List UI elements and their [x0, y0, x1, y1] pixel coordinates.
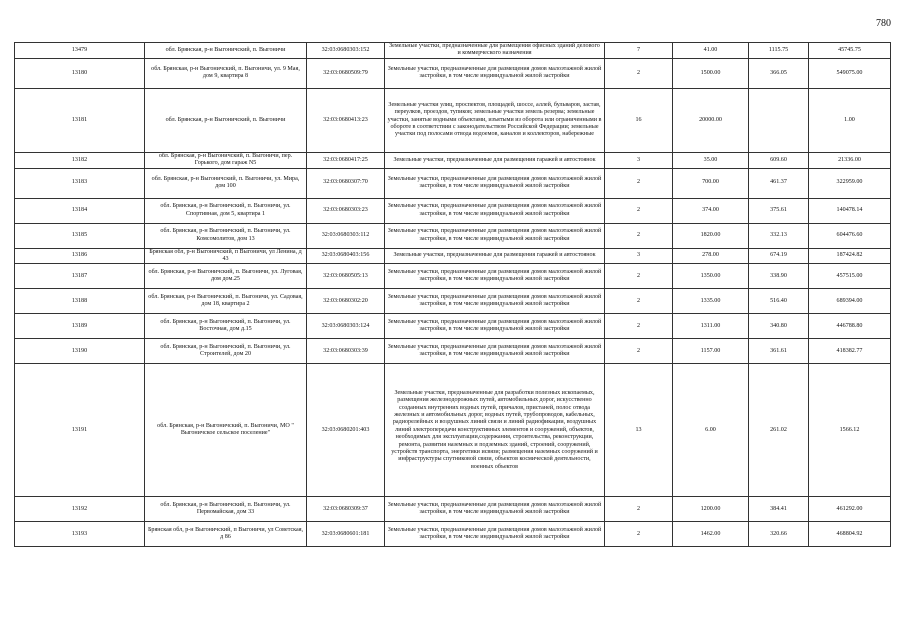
- land-use-cell: Земельные участки, предназначенные для размещения домов малоэтажной жилой застройки, в том числе индивидуальной жилой застройки: [385, 264, 605, 289]
- cadastral-number-cell: 32:03:0680302:20: [307, 289, 385, 314]
- specific-value-cell: 461.37: [749, 168, 809, 198]
- group-code-cell: 16: [605, 88, 673, 152]
- area-cell: 374.00: [673, 198, 749, 223]
- area-cell: 20000.00: [673, 88, 749, 152]
- land-use-cell: Земельные участки, предназначенные для размещения гаражей и автостоянок: [385, 152, 605, 168]
- group-code-cell: 2: [605, 522, 673, 547]
- address-cell: обл. Брянская, р-н Выгоничский, п. Выгоничи, ул. Спортивная, дом 5, квартира 1: [145, 198, 307, 223]
- address-cell: обл. Брянская, р-н Выгоничский, п. Выгоничи, пер. Горького, дом гараж N5: [145, 152, 307, 168]
- cadastral-value-cell: 140478.14: [809, 198, 891, 223]
- area-cell: 1157.00: [673, 339, 749, 364]
- land-use-cell: Земельные участки, предназначенные для разработки полезных ископаемых, размещения железнодорожных путей, автомобильных дорог, искусственно созданных внутренних водных путей, причалов, пристаней, полос отвода железных и автомобильных дорог, водных путей, трубопроводов, кабельных, радиорелейных и воздушных линий связи и линий радиофикации, воздушных линий электропередачи конструктивных элементов и сооружений, объектов, необходимых для эксплуатации,содержания, строительства, реконструкции, ремонта, развития наземных и подземных зданий, строений, сооружений, устройств транспорта, энергетики исвязи; размещения наземных сооружений и инфраструктуры спутниковой связи, объектов космической деятельности, военных объектов: [385, 364, 605, 497]
- area-cell: 1820.00: [673, 223, 749, 248]
- cadastral-value-cell: 187424.82: [809, 248, 891, 264]
- group-code-cell: 2: [605, 289, 673, 314]
- row-number: 13184: [15, 198, 145, 223]
- address-cell: обл. Брянская, р-н Выгоничский, п. Выгоничи, ул. 9 Мая, дом 9, квартира 8: [145, 58, 307, 88]
- land-use-cell: Земельные участки, предназначенные для размещения домов малоэтажной жилой застройки, в том числе индивидуальной жилой застройки: [385, 497, 605, 522]
- address-cell: обл. Брянская, р-н Выгоничский, п. Выгоничи, ул. Луговая, дом дом.25: [145, 264, 307, 289]
- cadastral-value-cell: 468804.92: [809, 522, 891, 547]
- row-number: 13186: [15, 248, 145, 264]
- table-row: [15, 314, 891, 339]
- cadastral-number-cell: 32:03:0680403:156: [307, 248, 385, 264]
- row-number: 13182: [15, 152, 145, 168]
- row-number: 13188: [15, 289, 145, 314]
- cadastral-number-cell: 32:03:0680303:124: [307, 314, 385, 339]
- row-number: 13190: [15, 339, 145, 364]
- table-row: [15, 264, 891, 289]
- cadastral-number-cell: 32:03:0680509:79: [307, 58, 385, 88]
- address-cell: обл. Брянская, р-н Выгоничский, п. Выгоничи, ул. Первомайская, дом 33: [145, 497, 307, 522]
- area-cell: 1350.00: [673, 264, 749, 289]
- row-number: 13187: [15, 264, 145, 289]
- cadastral-value-cell: 21336.00: [809, 152, 891, 168]
- table-row: [15, 289, 891, 314]
- cadastral-value-cell: 1566.12: [809, 364, 891, 497]
- specific-value-cell: 332.13: [749, 223, 809, 248]
- cadastral-number-cell: 32:03:0680413:23: [307, 88, 385, 152]
- group-code-cell: 3: [605, 248, 673, 264]
- specific-value-cell: 361.61: [749, 339, 809, 364]
- table-row: [15, 339, 891, 364]
- group-code-cell: 13: [605, 364, 673, 497]
- row-number: 13192: [15, 497, 145, 522]
- table-row: [15, 168, 891, 198]
- specific-value-cell: 384.41: [749, 497, 809, 522]
- row-number: 13180: [15, 58, 145, 88]
- address-cell: обл. Брянская, р-н Выгоничский, п. Выгоничи, МО " Выгоничское сельское поселение": [145, 364, 307, 497]
- specific-value-cell: 375.61: [749, 198, 809, 223]
- area-cell: 1335.00: [673, 289, 749, 314]
- group-code-cell: 7: [605, 43, 673, 59]
- group-code-cell: 2: [605, 497, 673, 522]
- row-number: 13479: [15, 43, 145, 59]
- cadastral-number-cell: 32:03:0680307:70: [307, 168, 385, 198]
- cadastral-number-cell: 32:03:0680303:112: [307, 223, 385, 248]
- table-row: [15, 248, 891, 264]
- group-code-cell: 2: [605, 314, 673, 339]
- row-number: 13183: [15, 168, 145, 198]
- land-use-cell: Земельные участки, предназначенные для размещения домов малоэтажной жилой застройки, в том числе индивидуальной жилой застройки: [385, 198, 605, 223]
- specific-value-cell: 338.90: [749, 264, 809, 289]
- area-cell: 35.00: [673, 152, 749, 168]
- cadastral-value-cell: 604476.60: [809, 223, 891, 248]
- specific-value-cell: 674.19: [749, 248, 809, 264]
- address-cell: Брянская обл, р-н Выгоничский, п Выгоничи, ул Советская, д 86: [145, 522, 307, 547]
- table-row: [15, 522, 891, 547]
- table-row: [15, 58, 891, 88]
- specific-value-cell: 516.40: [749, 289, 809, 314]
- cadastral-value-cell: 689394.00: [809, 289, 891, 314]
- group-code-cell: 2: [605, 198, 673, 223]
- cadastral-number-cell: 32:03:0680303:39: [307, 339, 385, 364]
- address-cell: обл. Брянская, р-н Выгоничский, п. Выгоничи: [145, 88, 307, 152]
- table-row: [15, 88, 891, 152]
- cadastral-number-cell: 32:03:0680303:23: [307, 198, 385, 223]
- cadastral-value-cell: 418382.77: [809, 339, 891, 364]
- cadastral-value-cell: 461292.00: [809, 497, 891, 522]
- cadastral-value-cell: 457515.00: [809, 264, 891, 289]
- address-cell: обл. Брянская, р-н Выгоничский, п. Выгоничи, ул. Садовая, дом 18, квартира 2: [145, 289, 307, 314]
- group-code-cell: 3: [605, 152, 673, 168]
- land-use-cell: Земельные участки улиц, проспектов, площадей, шоссе, аллей, бульваров, застав, переулков, проездов, тупиков; земельные участки земель резерва; земельные участки, занятые водными объектами, изъятыми из оборота или ограниченными в обороте в соответствии с законодательством Российской Федерации; земельные участки под полосами отвода водоемов, каналов и коллекторов, набережные: [385, 88, 605, 152]
- land-use-cell: Земельные участки, предназначенные для размещения домов малоэтажной жилой застройки, в том числе индивидуальной жилой застройки: [385, 168, 605, 198]
- table-body: [15, 43, 891, 547]
- row-number: 13191: [15, 364, 145, 497]
- row-number: 13181: [15, 88, 145, 152]
- land-use-cell: Земельные участки, предназначенные для размещения домов малоэтажной жилой застройки, в том числе индивидуальной жилой застройки: [385, 522, 605, 547]
- address-cell: Брянская обл, р-н Выгоничский, п Выгоничи, ул Ленина, д 43: [145, 248, 307, 264]
- land-use-cell: Земельные участки, предназначенные для размещения домов малоэтажной жилой застройки, в том числе индивидуальной жилой застройки: [385, 58, 605, 88]
- land-use-cell: Земельные участки, предназначенные для размещения офисных зданий делового и коммерческого назначения: [385, 43, 605, 59]
- cadastral-value-cell: 45745.75: [809, 43, 891, 59]
- row-number: 13193: [15, 522, 145, 547]
- area-cell: 1462.00: [673, 522, 749, 547]
- specific-value-cell: 609.60: [749, 152, 809, 168]
- area-cell: 700.00: [673, 168, 749, 198]
- specific-value-cell: 1115.75: [749, 43, 809, 59]
- group-code-cell: 2: [605, 168, 673, 198]
- row-number: 13189: [15, 314, 145, 339]
- land-use-cell: Земельные участки, предназначенные для размещения домов малоэтажной жилой застройки, в том числе индивидуальной жилой застройки: [385, 339, 605, 364]
- cadastral-number-cell: 32:03:0680201:403: [307, 364, 385, 497]
- specific-value-cell: 261.02: [749, 364, 809, 497]
- area-cell: 1311.00: [673, 314, 749, 339]
- specific-value-cell: [749, 88, 809, 152]
- specific-value-cell: 320.66: [749, 522, 809, 547]
- table-row: [15, 43, 891, 59]
- group-code-cell: 2: [605, 339, 673, 364]
- cadastral-value-cell: 1.00: [809, 88, 891, 152]
- table-row: [15, 497, 891, 522]
- land-cadastral-table: [14, 42, 891, 547]
- specific-value-cell: 366.05: [749, 58, 809, 88]
- group-code-cell: 2: [605, 58, 673, 88]
- group-code-cell: 2: [605, 264, 673, 289]
- page-number: 780: [876, 18, 891, 29]
- cadastral-number-cell: 32:03:0680303:152: [307, 43, 385, 59]
- land-use-cell: Земельные участки, предназначенные для размещения гаражей и автостоянок: [385, 248, 605, 264]
- table-row: [15, 223, 891, 248]
- area-cell: 278.00: [673, 248, 749, 264]
- address-cell: обл. Брянская, р-н Выгоничский, п. Выгоничи, ул. Мира, дом 100: [145, 168, 307, 198]
- address-cell: обл. Брянская, р-н Выгоничский, п. Выгоничи, ул. Строителей, дом 20: [145, 339, 307, 364]
- cadastral-value-cell: 446788.80: [809, 314, 891, 339]
- specific-value-cell: 340.80: [749, 314, 809, 339]
- row-number: 13185: [15, 223, 145, 248]
- cadastral-number-cell: 32:03:0680417:25: [307, 152, 385, 168]
- cadastral-value-cell: 322959.00: [809, 168, 891, 198]
- area-cell: 1200.00: [673, 497, 749, 522]
- table-row: [15, 198, 891, 223]
- cadastral-number-cell: 32:03:0680601:181: [307, 522, 385, 547]
- cadastral-number-cell: 32:03:0680505:13: [307, 264, 385, 289]
- area-cell: 1500.00: [673, 58, 749, 88]
- table-row: [15, 364, 891, 497]
- address-cell: обл. Брянская, р-н Выгоничский, п. Выгоничи, ул. Комсомолитов, дом 13: [145, 223, 307, 248]
- address-cell: обл. Брянская, р-н Выгоничский, п. Выгоничи: [145, 43, 307, 59]
- land-use-cell: Земельные участки, предназначенные для размещения домов малоэтажной жилой застройки, в том числе индивидуальной жилой застройки: [385, 314, 605, 339]
- land-use-cell: Земельные участки, предназначенные для размещения домов малоэтажной жилой застройки, в том числе индивидуальной жилой застройки: [385, 289, 605, 314]
- area-cell: 41.00: [673, 43, 749, 59]
- cadastral-number-cell: 32:03:0680309:37: [307, 497, 385, 522]
- cadastral-value-cell: 549075.00: [809, 58, 891, 88]
- address-cell: обл. Брянская, р-н Выгоничский, п. Выгоничи, ул. Восточная, дом д.15: [145, 314, 307, 339]
- group-code-cell: 2: [605, 223, 673, 248]
- area-cell: 6.00: [673, 364, 749, 497]
- land-use-cell: Земельные участки, предназначенные для размещения домов малоэтажной жилой застройки, в том числе индивидуальной жилой застройки: [385, 223, 605, 248]
- table-row: [15, 152, 891, 168]
